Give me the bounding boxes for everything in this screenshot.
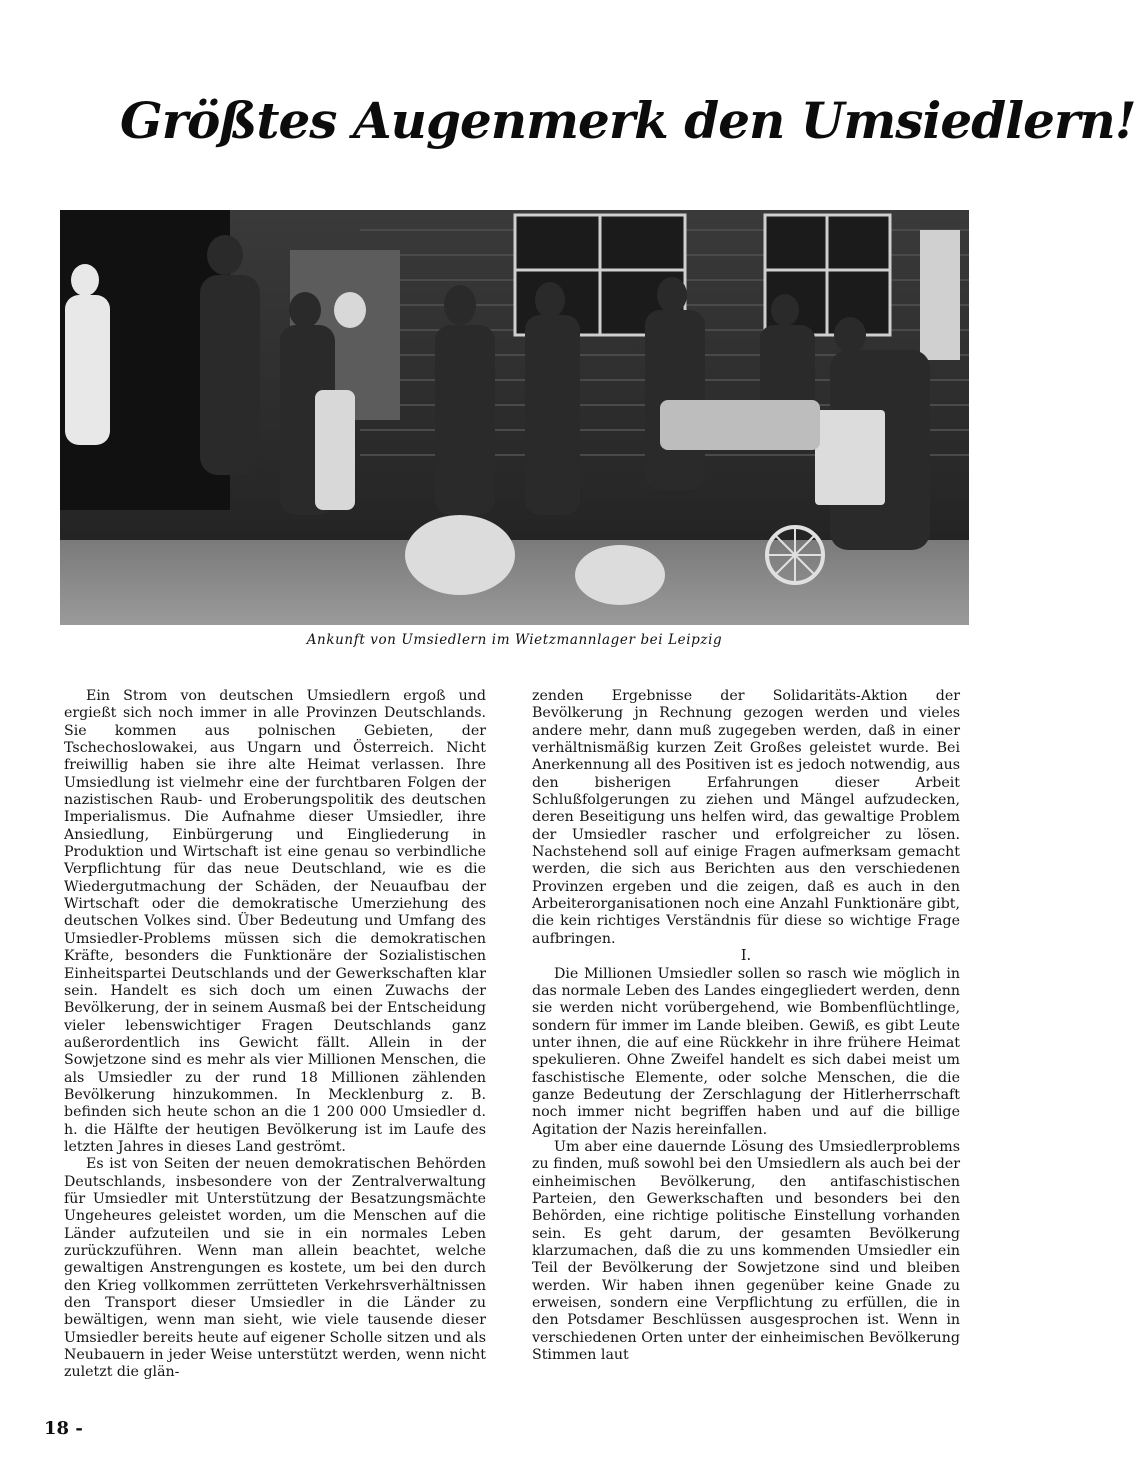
article-column-right — [532, 688, 960, 1364]
article-paragraph-continued: zenden Ergebnisse der Solidaritäts-Aktion der Bevölkerung jn Rechnung gezogen werden und vieles andere mehr, dann muß zugegeben werden, daß in einer verhältnismäßig kurzen Zeit Großes geleistet wurde. Bei Anerkennung all des Positiven ist es jedoch notwendig, aus den bisherigen Erfahrungen dieser Arbeit Schlußfolgerungen zu ziehen und Mängel aufzudecken, deren Beseitigung uns helfen wird, das gewaltige Problem der Umsiedler rascher und erfolgreicher zu lösen. Nachstehend soll auf einige Fragen aufmerksam gemacht werden, die sich aus Berichten aus den verschiedenen Provinzen ergeben und die zeigen, daß es auch in den Arbeiterorganisationen noch eine Anzahl Funktionäre gibt, die kein richtiges Verständnis für diese so wichtige Frage aufbringen. — [532, 688, 960, 947]
article-column-left — [64, 688, 486, 1382]
article-paragraph: Um aber eine dauernde Lösung des Umsiedlerproblems zu finden, muß sowohl bei den Umsiedlern als auch bei der einheimischen Bevölkerung, den antifaschistischen Parteien, den Gewerkschaften und besonders bei den Behörden, eine richtige politische Einstellung vorhanden sein. Es geht darum, der gesamten Bevölkerung klarzumachen, daß die zu uns kommenden Umsiedler ein Teil der Bevölkerung der Sowjetzone sind und bleiben werden. Wir haben ihnen gegenüber keine Gnade zu erweisen, sondern eine Verpflichtung zu erfüllen, die in den Potsdamer Beschlüssen ausgesprochen ist. Wenn in verschiedenen Orten unter der einheimischen Bevölkerung Stimmen laut — [532, 1138, 960, 1364]
photo-caption: Ankunft von Umsiedlern im Wietzmannlager bei Leipzig — [306, 632, 723, 648]
article-paragraph: Ein Strom von deutschen Umsiedlern ergoß und ergießt sich noch immer in alle Provinzen Deutschlands. Sie kommen aus polnischen Gebieten, der Tschechoslowakei, aus Ungarn und Österreich. Nicht freiwillig haben sie ihre alte Heimat verlassen. Ihre Umsiedlung ist vielmehr eine der furchtbaren Folgen der nazistischen Raub- und Eroberungspolitik des deutschen Imperialismus. Die Aufnahme dieser Umsiedler, ihre Ansiedlung, Einbürgerung und Eingliederung in Produktion und Wirtschaft ist eine genau so verbindliche Verpflichtung für das neue Deutschland, wie es die Wiedergutmachung der Schäden, der Neuaufbau der Wirtschaft oder die demokratische Umerziehung des deutschen Volkes sind. Über Bedeutung und Umfang des Umsiedler-Problems müssen sich die demokratischen Kräfte, besonders die Funktionäre der Sozialistischen Einheitspartei Deutschlands und der Gewerkschaften klar sein. Handelt es sich doch um einen Zuwachs der Bevölkerung, der in seinem Ausmaß bei der Entscheidung vieler lebenswichtiger Fragen Deutschlands ganz außerordentlich ins Gewicht fällt. Allein in der Sowjetzone sind es mehr als vier Millionen Menschen, die als Umsiedler zu der rund 18 Millionen zählenden Bevölkerung hinzukommen. In Mecklenburg z. B. befinden sich heute schon an die 1 200 000 Umsiedler d. h. die Hälfte der heutigen Bevölkerung ist im Laufe des letzten Jahres in dieses Land geströmt. — [64, 688, 486, 1155]
article-paragraph: Die Millionen Umsiedler sollen so rasch wie möglich in das normale Leben des Landes eingegliedert werden, denn sie werden nicht vorübergehend, wie Bombenflüchtlinge, sondern für immer im Lande bleiben. Gewiß, es gibt Leute unter ihnen, die auf eine Rückkehr in ihre frühere Heimat spekulieren. Ohne Zweifel handelt es sich dabei meist um faschistische Elemente, oder solche Menschen, die die ganze Bedeutung der Zerschlagung der Hitlerherrschaft noch immer nicht begriffen haben und auf die billige Agitation der Nazis hereinfallen. — [532, 965, 960, 1138]
article-photo — [60, 210, 969, 625]
page-number: 18 - — [44, 1418, 83, 1439]
article-paragraph: Es ist von Seiten der neuen demokratischen Behörden Deutschlands, insbesondere von der Zentralverwaltung für Umsiedler mit Unterstützung der Besatzungsmächte Ungeheures geleistet worden, um die Menschen auf die Länder aufzuteilen und sie in ein normales Leben zurückzuführen. Wenn man allein beachtet, welche gewaltigen Anstrengungen es kostete, um bei den durch den Krieg vollkommen zerrütteten Verkehrsverhältnissen den Transport dieser Umsiedler in die Länder zu bewältigen, wenn man sieht, wie viele tausende dieser Umsiedler bereits heute auf eigener Scholle sitzen und als Neubauern in jeder Weise unterstützt werden, wenn nicht zuletzt die glän- — [64, 1156, 486, 1381]
section-heading: I. — [740, 948, 752, 965]
article-headline: Größtes Augenmerk den Umsiedlern! — [120, 91, 1136, 150]
